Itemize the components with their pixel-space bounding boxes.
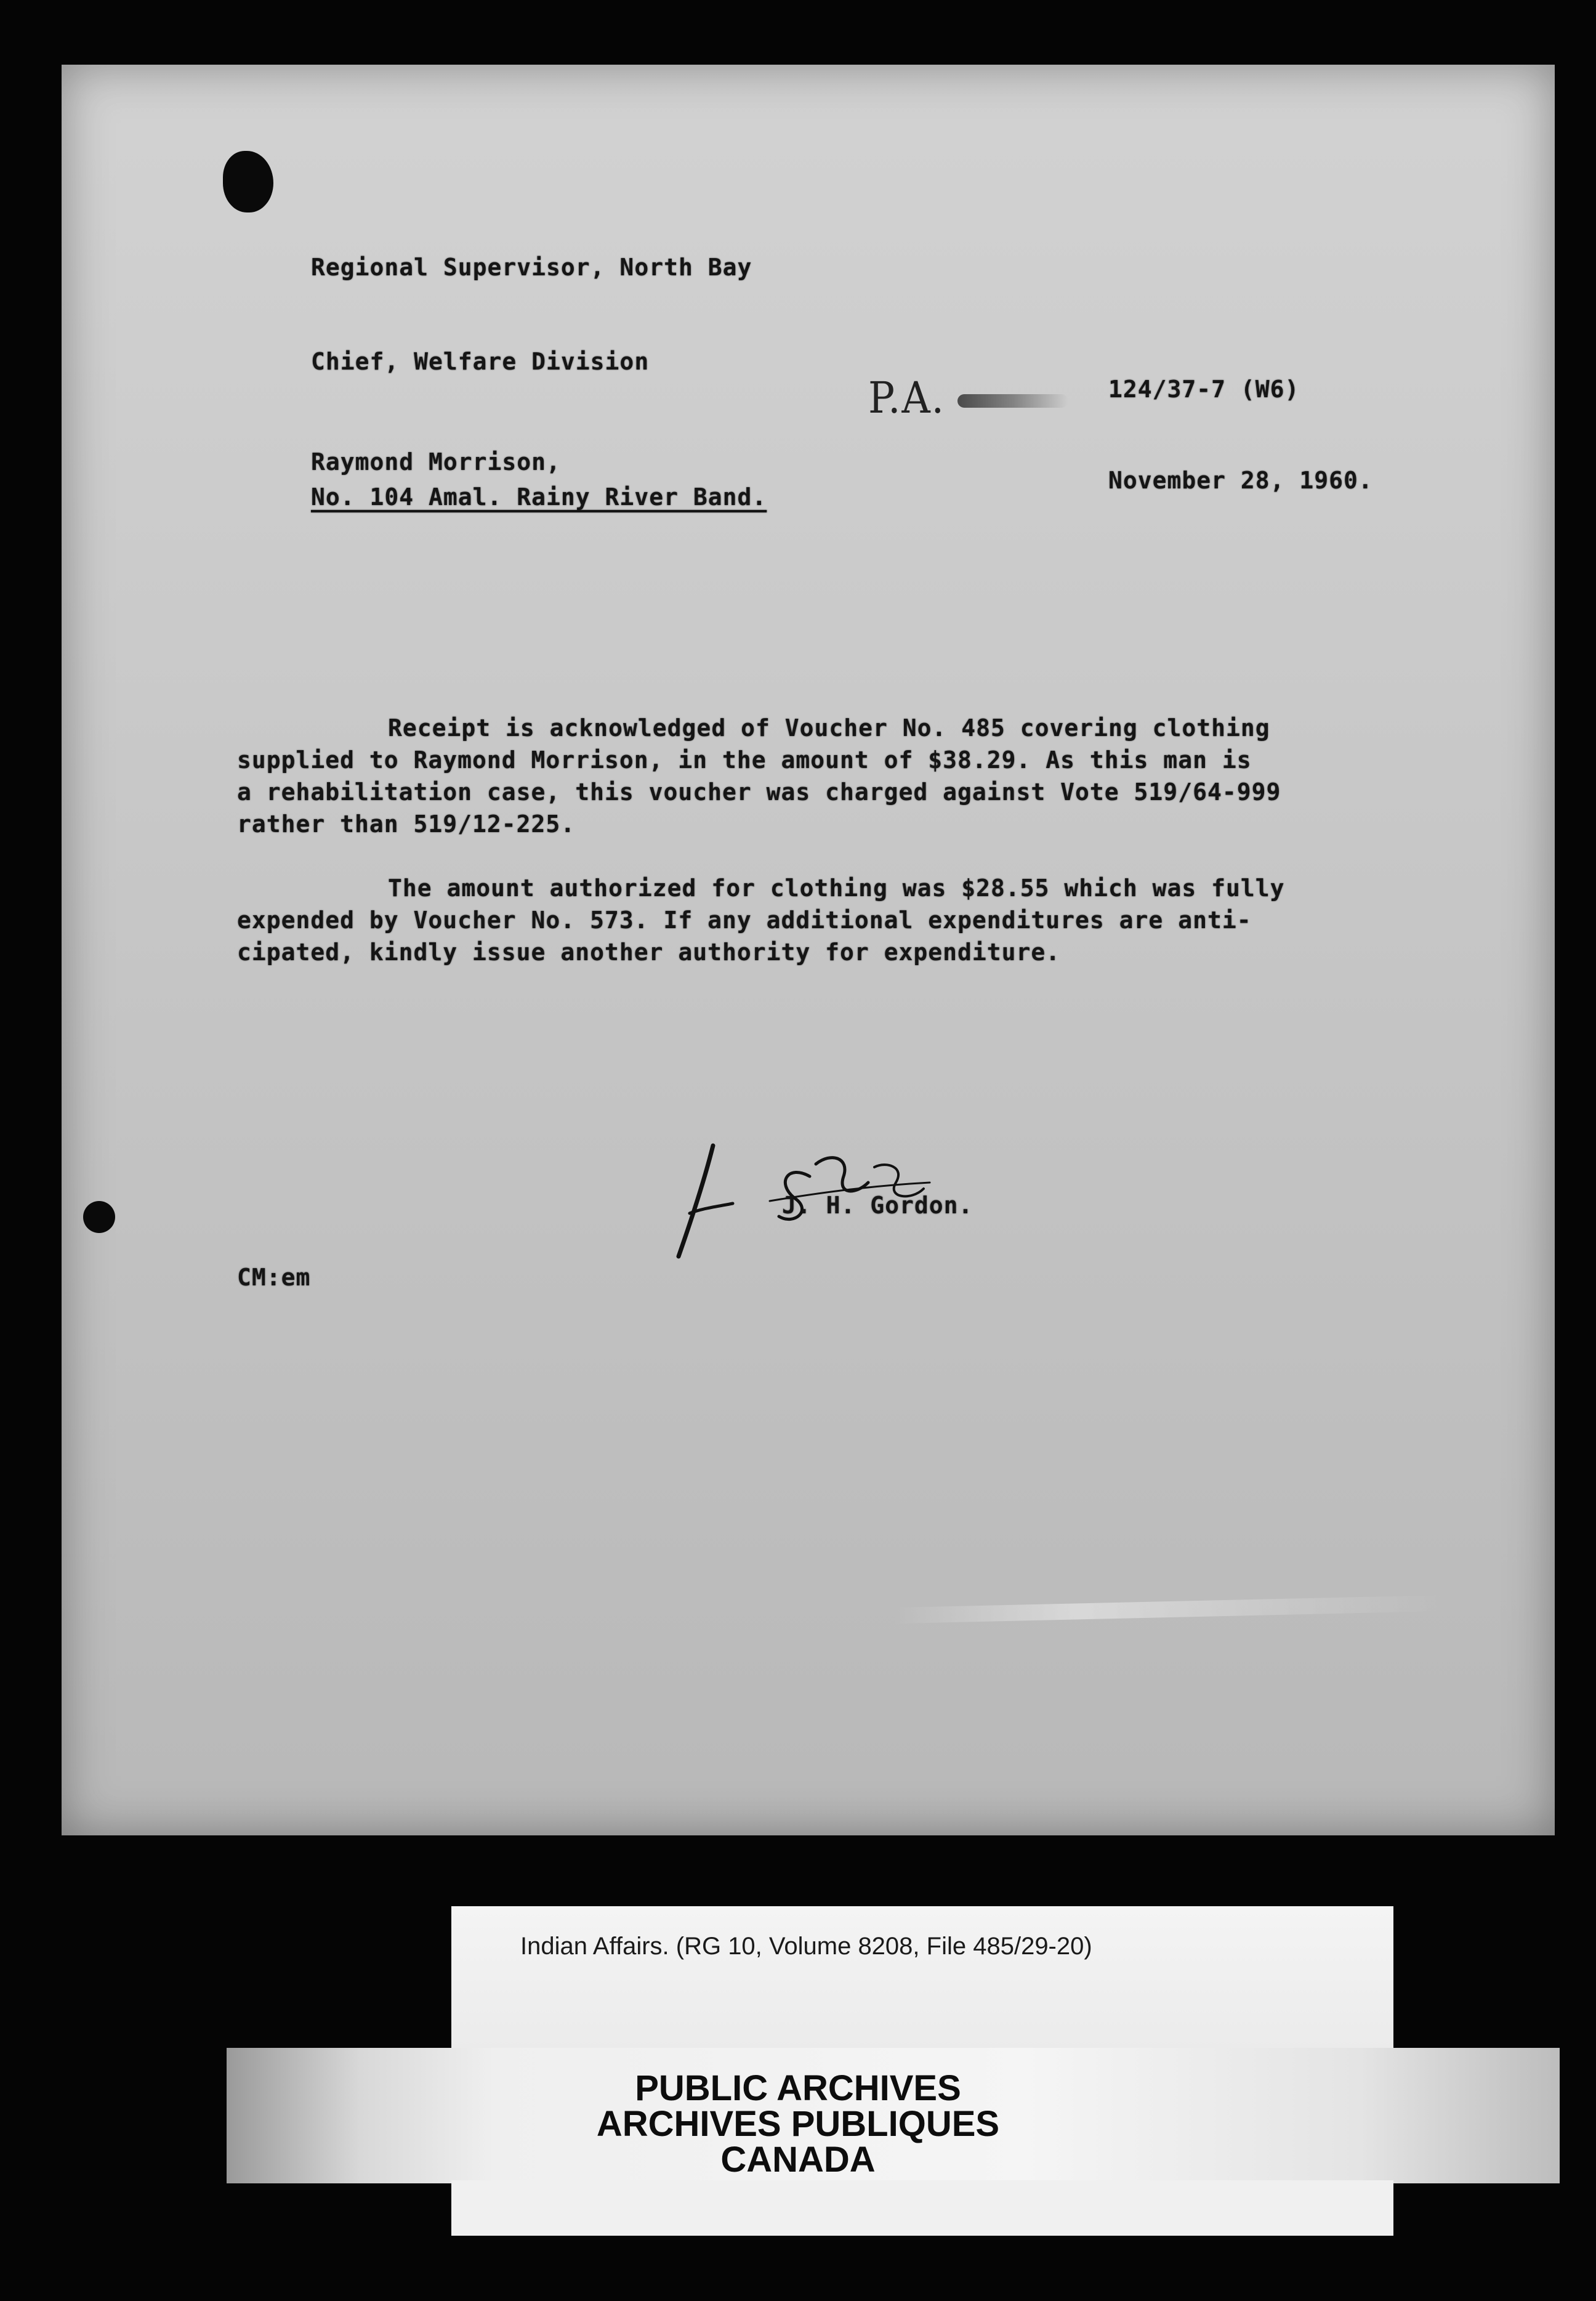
body-paragraph-2-line-2: expended by Voucher No. 573. If any additional expenditures are anti-	[237, 907, 1252, 934]
signatory-name: J. H. Gordon.	[782, 1192, 973, 1219]
archives-band-lower	[451, 2180, 1393, 2236]
body-paragraph-1-line-4: rather than 519/12-225.	[237, 811, 576, 838]
body-paragraph-2-line-3: cipated, kindly issue another authority for expenditure.	[237, 939, 1061, 966]
sender-line: Chief, Welfare Division	[311, 348, 650, 375]
subject-band: No. 104 Amal. Rainy River Band.	[311, 483, 767, 511]
archives-line-country: CANADA	[720, 2140, 876, 2180]
pa-stamp: P.A.	[868, 373, 945, 424]
letter-date: November 28, 1960.	[1108, 467, 1373, 494]
ink-blot-left	[83, 1201, 115, 1233]
archive-reference: Indian Affairs. (RG 10, Volume 8208, File 485/29-20)	[520, 1933, 1092, 1960]
subject-name: Raymond Morrison,	[311, 448, 561, 475]
body-paragraph-1-line-3: a rehabilitation case, this voucher was charged against Vote 519/64-999	[237, 778, 1281, 806]
archives-line-french: ARCHIVES PUBLIQUES	[596, 2104, 1000, 2144]
stamp-smudge	[957, 394, 1068, 408]
body-paragraph-1-line-2: supplied to Raymond Morrison, in the amount of $38.29. As this man is	[237, 746, 1252, 774]
ink-blot-top	[223, 151, 273, 212]
body-paragraph-1-line-1: Receipt is acknowledged of Voucher No. 485 covering clothing	[388, 714, 1270, 742]
reference-initials: CM:em	[237, 1264, 311, 1291]
body-paragraph-2-line-1: The amount authorized for clothing was $28.55 which was fully	[388, 875, 1285, 902]
recipient-line: Regional Supervisor, North Bay	[311, 254, 752, 281]
archives-line-english: PUBLIC ARCHIVES	[635, 2068, 961, 2108]
file-reference: 124/37-7 (W6)	[1108, 376, 1300, 403]
